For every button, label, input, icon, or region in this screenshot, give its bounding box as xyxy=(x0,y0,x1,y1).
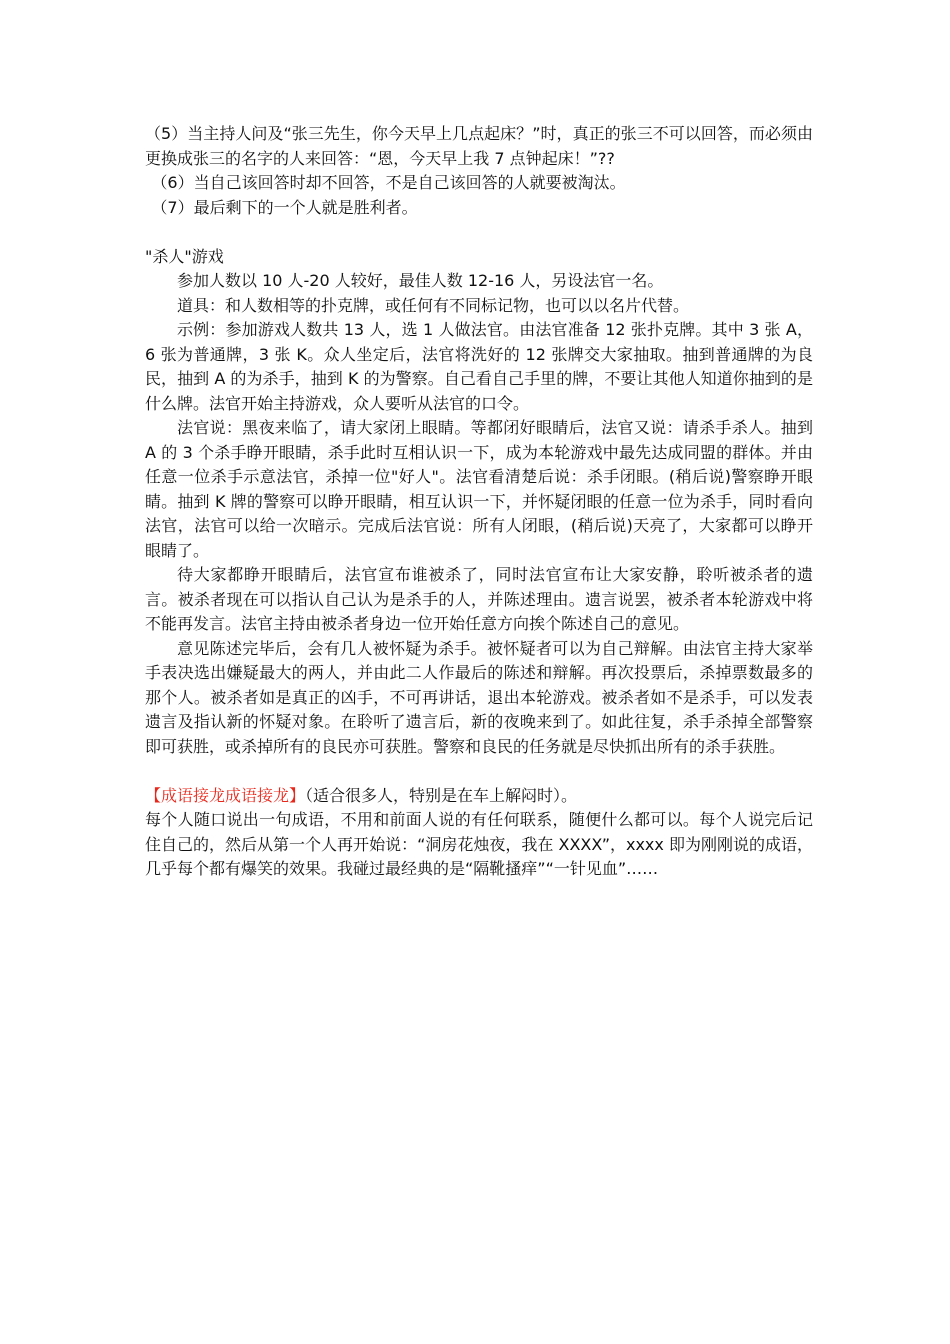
rule-7: （7）最后剩下的一个人就是胜利者。 xyxy=(151,197,418,217)
idiom-game-title: 【成语接龙成语接龙】 xyxy=(145,785,306,805)
document-body xyxy=(145,122,813,882)
idiom-game-subtitle: （适合很多人，特别是在车上解闷时）。 xyxy=(305,785,578,805)
killer-game-day: 待大家都睁开眼睛后，法官宣布谁被杀了，同时法官宣布让大家安静，聆听被杀者的遗言。被杀者现在可以指认自己认为是杀手的人，并陈述理由。遗言说罢，被杀者本轮游戏中将不能再发言。法官主持由被杀者身边一位开始任意方向挨个陈述自己的意见。 xyxy=(145,565,813,633)
idiom-game-description: 每个人随口说出一句成语，不用和前面人说的有任何联系，随便什么都可以。每个人说完后记住自己的，然后从第一个人再开始说：“洞房花烛夜，我在 XXXX”，xxxx 即为刚刚说的成语，几乎每个都有爆笑的效果。我碰过最经典的是“隔靴搔痒”“一针见血”…… xyxy=(145,810,813,878)
killer-game-title: "杀人"游戏 xyxy=(145,246,224,266)
killer-game-props: 道具：和人数相等的扑克牌，或任何有不同标记物，也可以以名片代替。 xyxy=(177,295,690,315)
killer-game-players: 参加人数以 10 人-20 人较好，最佳人数 12-16 人，另设法官一名。 xyxy=(177,271,664,290)
killer-game-vote: 意见陈述完毕后，会有几人被怀疑为杀手。被怀疑者可以为自己辩解。由法官主持大家举手表决选出嫌疑最大的两人，并由此二人作最后的陈述和辩解。再次投票后，杀掉票数最多的那个人。被杀者如是真正的凶手，不可再讲话，退出本轮游戏。被杀者如不是杀手，可以发表遗言及指认新的怀疑对象。在聆听了遗言后，新的夜晚来到了。如此往复，杀手杀掉全部警察即可获胜，或杀掉所有的良民亦可获胜。警察和良民的任务就是尽快抓出所有的杀手获胜。 xyxy=(145,638,813,756)
spacer xyxy=(145,759,813,784)
rule-6: （6）当自己该回答时却不回答，不是自己该回答的人就要被淘汰。 xyxy=(151,173,626,192)
idiom-game-heading xyxy=(145,784,813,809)
killer-game-example: 示例：参加游戏人数共 13 人，选 1 人做法官。由法官准备 12 张扑克牌。其中 3 张 A，6 张为普通牌，3 张 K。众人坐定后，法官将洗好的 12 张牌交大家抽取。抽到普通牌的为良民，抽到 A 的为杀手，抽到 K 的为警察。自己看自己手里的牌，不要让其他人知道你抽到的是什么牌。法官开始主持游戏，众人要听从法官的口令。 xyxy=(145,320,813,413)
spacer xyxy=(145,220,813,245)
rule-5: （5）当主持人问及“张三先生，你今天早上几点起床？”时，真正的张三不可以回答，而必须由更换成张三的名字的人来回答：“恩，今天早上我 7 点钟起床！”?? xyxy=(145,124,813,168)
killer-game-night: 法官说：黑夜来临了，请大家闭上眼睛。等都闭好眼睛后，法官又说：请杀手杀人。抽到 A 的 3 个杀手睁开眼睛，杀手此时互相认识一下，成为本轮游戏中最先达成同盟的群体。并由任意一位杀手示意法官，杀掉一位"好人"。法官看清楚后说：杀手闭眼。(稍后说)警察睁开眼睛。抽到 K 牌的警察可以睁开眼睛，相互认识一下，并怀疑闭眼的任意一位为杀手，同时看向法官，法官可以给一次暗示。完成后法官说：所有人闭眼，(稍后说)天亮了，大家都可以睁开眼睛了。 xyxy=(145,418,813,560)
